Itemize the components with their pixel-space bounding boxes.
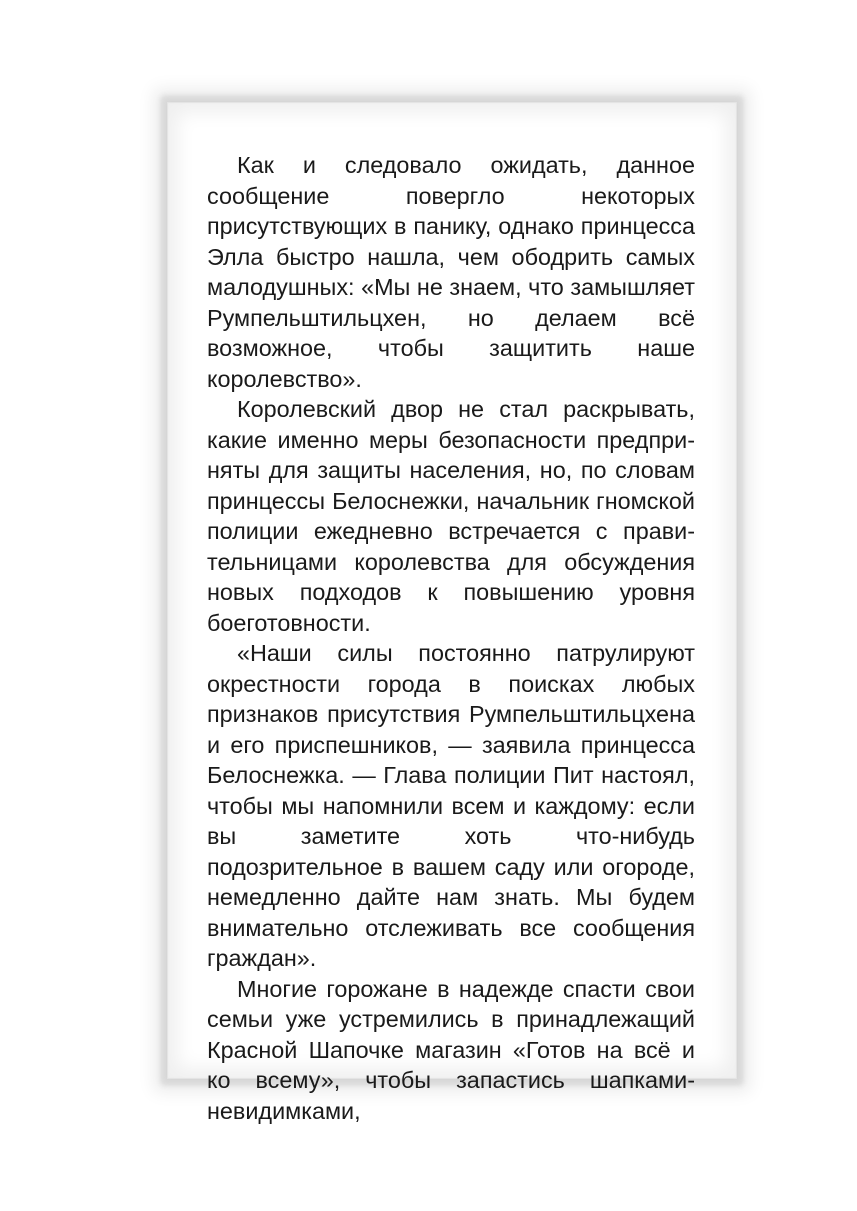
paragraph-2: Королевский двор не стал раскрывать, какие именно меры безопасности предприняты для защиты населения, но, по словам принцессы Белоснежки, начальник гномской полиции ежедневно встречается с правительницами королевства для обсуждения новых подходов к повышению уровня боеготовности. bbox=[207, 396, 695, 636]
paragraph-1: Как и следовало ожидать, данное сообщение повергло некоторых присутствующих в панику, однако принцесса Элла быстро нашла, чем ободрить самых малодушных: «Мы не знаем, что замышляет Румпельштильцхен, но делаем всё возможное, чтобы защитить наше королевство». bbox=[207, 152, 695, 392]
paragraph-3: «Наши силы постоянно патрулируют окрестности города в поисках любых признаков присутствия Румпельштильцхена и его приспешников, — заявила принцесса Белоснежка. — Глава полиции Пит настоял, чтобы мы напомнили всем и каждому: если вы заметите хоть что-нибудь подозрительное в вашем саду или огороде, немедленно дайте нам знать. Мы будем внимательно отслеживать все сообщения граждан». bbox=[207, 640, 695, 971]
paragraph-4: Многие горожане в надежде спасти свои семьи уже устремились в принадлежащий Красной Шапочке магазин «Готов на всё и ко всему», чтобы запастись шапками-невидимками, bbox=[207, 975, 695, 1124]
article-body bbox=[207, 150, 695, 1126]
